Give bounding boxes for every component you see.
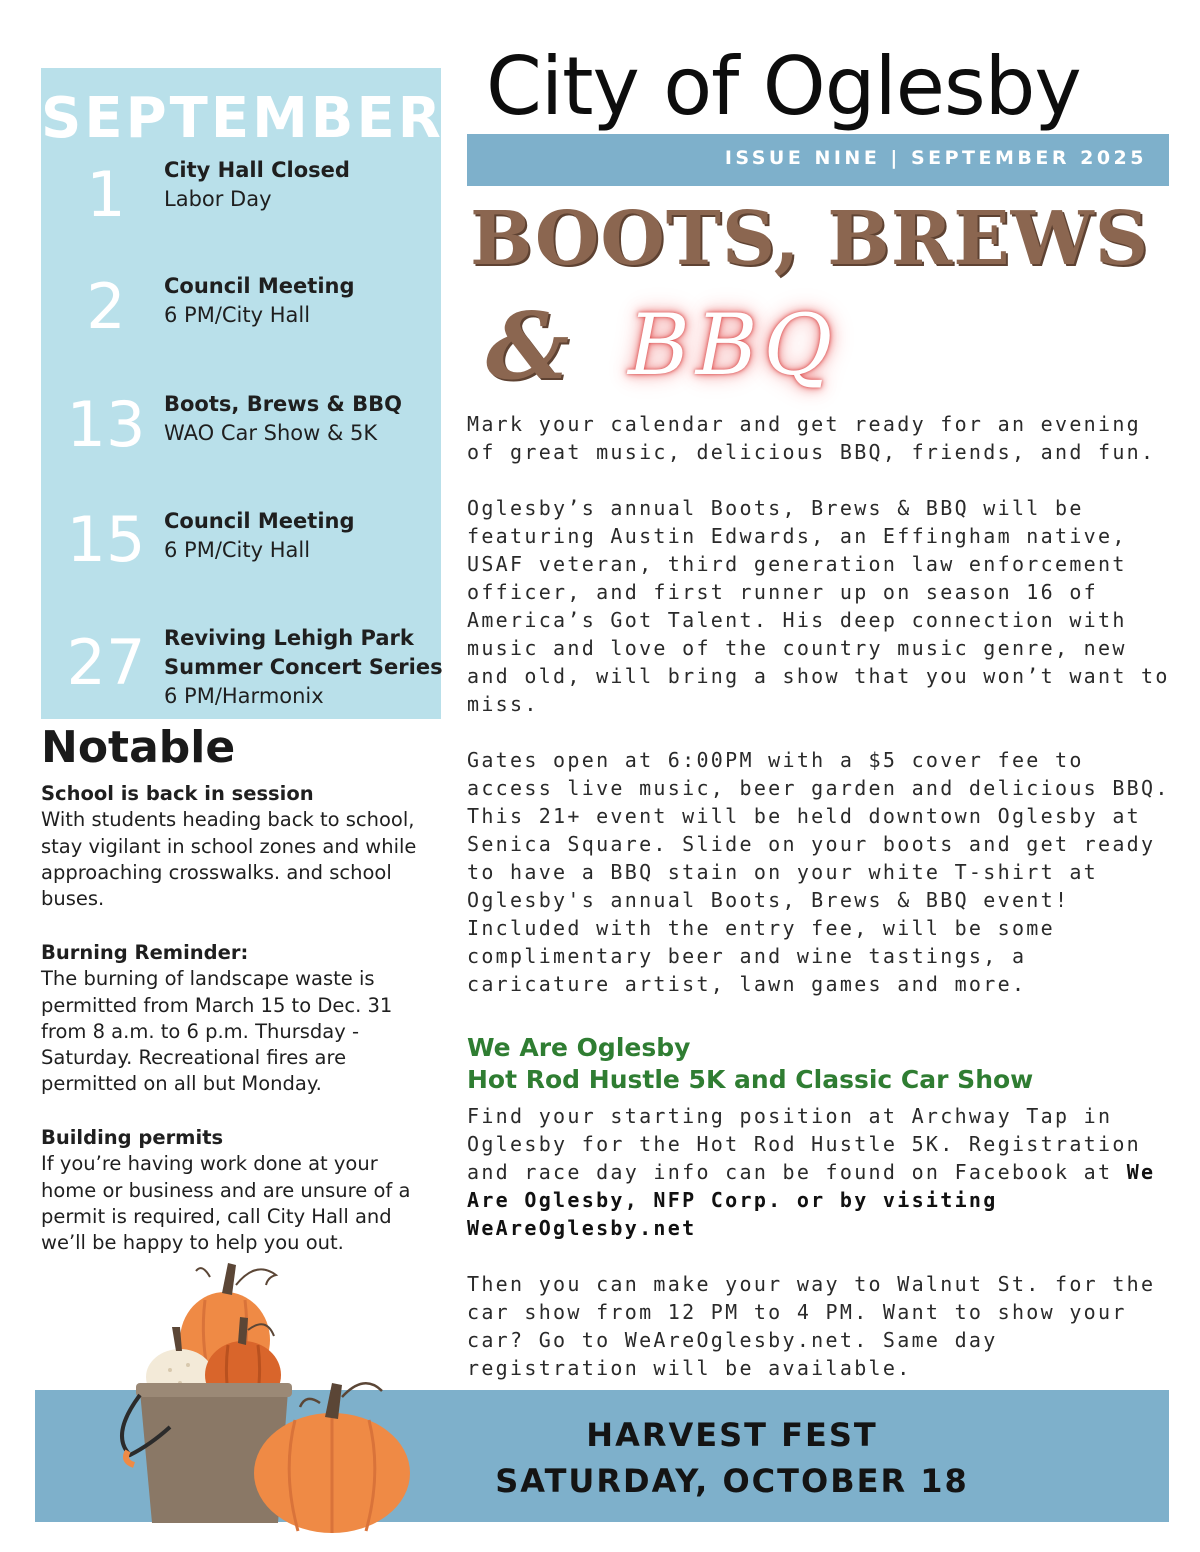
section-heading: We Are Oglesby (467, 1033, 691, 1062)
feature-paragraph: Mark your calendar and get ready for an evening of great music, delicious BBQ, friends, and fun. (467, 412, 1156, 464)
event-title: City Hall Closed (164, 158, 350, 182)
event-title: Council Meeting (164, 274, 355, 298)
calendar-event (41, 386, 441, 496)
page-title: City of Oglesby (486, 40, 1081, 133)
notable-item (41, 940, 421, 1098)
hotrod-paragraph (467, 1102, 1173, 1242)
pumpkin-bucket-illustration (110, 1255, 430, 1535)
hotrod-text: Find your starting position at Archway Tap in Oglesby for the Hot Rod Hustle 5K. Registration and race day info can be found on Facebook at (467, 1104, 1142, 1184)
event-subtitle: 6 PM/City Hall (164, 303, 311, 327)
event-title-line2: Summer Concert Series (164, 655, 443, 679)
notable-item-heading: Burning Reminder: (41, 941, 249, 964)
feature-title: BOOTS, BREWS (470, 196, 1150, 282)
feature-paragraph: Gates open at 6:00PM with a $5 cover fee to access live music, beer garden and delicious BBQ. This 21+ event will be held downtown Oglesby at Senica Square. Slide on your boots and get ready to have a BBQ stain on your white T-shirt at Oglesby's annual Boots, Brews & BBQ event! Included with the entry fee, will be some complimentary beer and wine tastings, a caricature artist, lawn games and more. (467, 748, 1170, 996)
event-title: Council Meeting (164, 509, 355, 533)
notable-item (41, 781, 421, 912)
section-subheading: Hot Rod Hustle 5K and Classic Car Show (467, 1065, 1034, 1094)
event-day: 1 (86, 158, 126, 231)
calendar-event (41, 150, 441, 260)
footer-title: HARVEST FEST (586, 1416, 878, 1454)
notable-item (41, 1125, 413, 1256)
hotrod-link-text: We Are Oglesby, NFP Corp. or by visiting WeAreOglesby.net (467, 1160, 1156, 1240)
event-subtitle: Labor Day (164, 187, 272, 211)
feature-ampersand: & (486, 292, 570, 400)
issue-label: ISSUE NINE | SEPTEMBER 2025 (724, 147, 1147, 169)
calendar-event (41, 504, 441, 614)
feature-paragraph: Oglesby’s annual Boots, Brews & BBQ will be featuring Austin Edwards, an Effingham native, USAF veteran, third generation law enforcement officer, and first runner up on season 16 of America’s Got Talent. His deep connection with music and love of the country music genre, new and old, will bring a show that you won’t want to miss. (467, 496, 1170, 716)
notable-item-text: With students heading back to school, stay vigilant in school zones and while approaching crosswalks. and school buses. (41, 808, 417, 911)
event-title: Reviving Lehigh Park (164, 626, 414, 650)
calendar-panel (41, 68, 444, 719)
footer-date: SATURDAY, OCTOBER 18 (495, 1462, 969, 1500)
calendar-event (41, 622, 441, 718)
event-day: 2 (86, 270, 126, 343)
notable-item-text: The burning of landscape waste is permitted from March 15 to Dec. 31 from 8 a.m. to 6 p.m. Thursday - Saturday. Recreational fires are permitted on all but Monday. (41, 967, 393, 1096)
event-subtitle: 6 PM/City Hall (164, 538, 311, 562)
feature-bbq-neon: BBQ (628, 296, 839, 394)
calendar-event (41, 268, 441, 378)
event-subtitle: WAO Car Show & 5K (164, 421, 378, 445)
event-day: 15 (66, 503, 146, 576)
event-day: 27 (66, 626, 146, 699)
notable-item-text: If you’re having work done at your home or business and are unsure of a permit is required, call City Hall and we’ll be happy to help you out. (41, 1152, 411, 1255)
issue-bar (467, 134, 1169, 186)
event-title: Boots, Brews & BBQ (164, 392, 402, 416)
notable-item-heading: Building permits (41, 1126, 224, 1149)
calendar-month: SEPTEMBER (41, 86, 444, 151)
notable-item-heading: School is back in session (41, 782, 314, 805)
hotrod-paragraph: Then you can make your way to Walnut St. for the car show from 12 PM to 4 PM. Want to show your car? Go to WeAreOglesby.net. Same day registration will be available. (467, 1272, 1156, 1380)
event-subtitle: 6 PM/Harmonix (164, 684, 324, 708)
event-day: 13 (66, 388, 146, 461)
notable-heading: Notable (41, 722, 236, 773)
